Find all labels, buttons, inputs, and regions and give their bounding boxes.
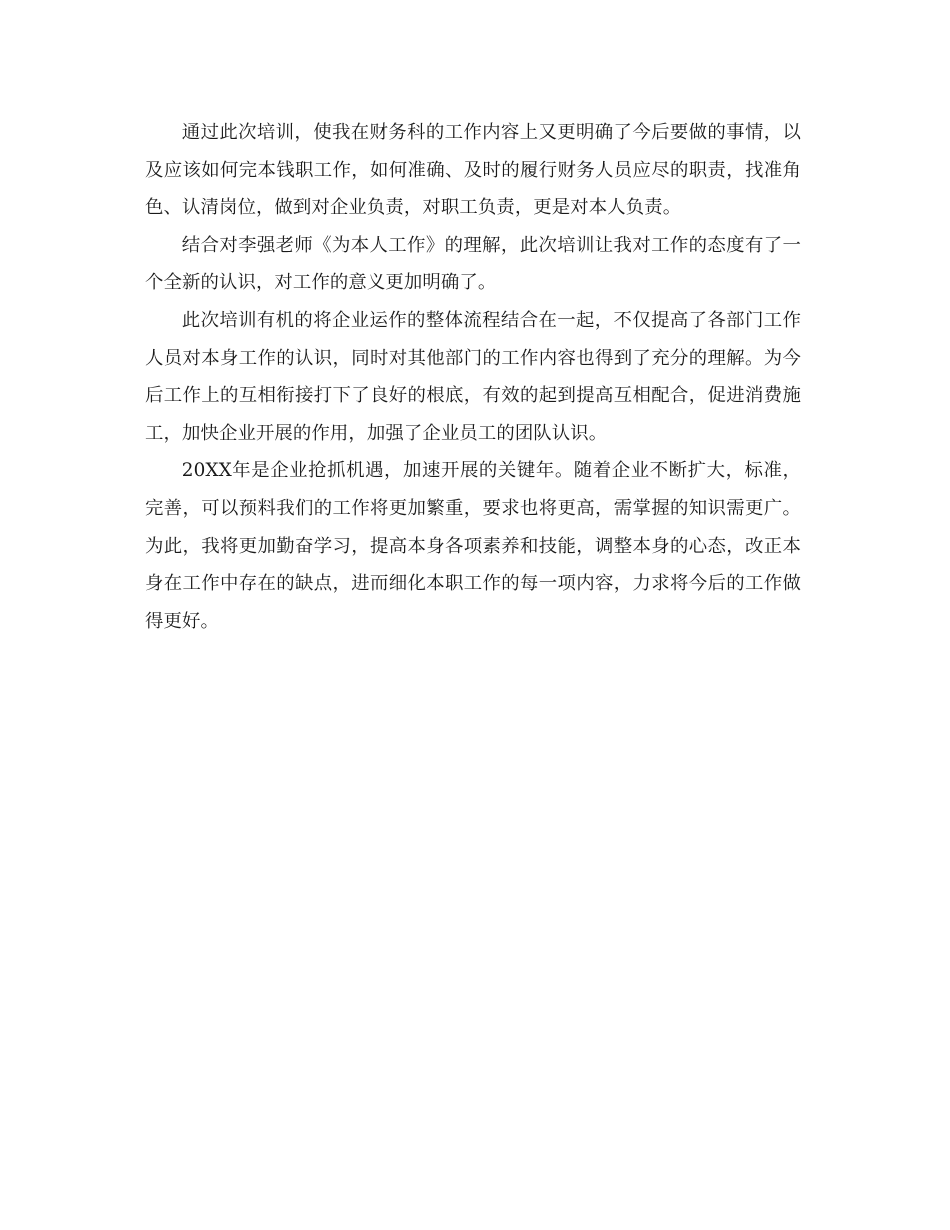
paragraph-future-plans: 20XX年是企业抢抓机遇，加速开展的关键年。随着企业不断扩大，标准，完善，可以预料我们的工作将更加繁重，要求也将更高，需掌握的知识需更广。为此，我将更加勤奋学习，提高本身各项素养和技能，调整本身的心态，改正本身在工作中存在的缺点，进而细化本职工作的每一项内容，力求将今后的工作做得更好。 [145, 460, 801, 632]
paragraph-training-goals: 通过此次培训，使我在财务科的工作内容上又更明确了今后要做的事情，以及应该如何完本钱职工作，如何准确、及时的履行财务人员应尽的职责，找准角色、认清岗位，做到对企业负责，对职工负责，更是对本人负责。 [145, 122, 801, 219]
paragraph-workflow-integration: 此次培训有机的将企业运作的整体流程结合在一起，不仅提高了各部门工作人员对本身工作的认识，同时对其他部门的工作内容也得到了充分的理解。为今后工作上的互相衔接打下了良好的根底，有效的起到提高互相配合，促进消费施工，加快企业开展的作用，加强了企业员工的团队认识。 [145, 309, 801, 444]
paragraph-work-attitude: 结合对李强老师《为本人工作》的理解，此次培训让我对工作的态度有了一个全新的认识，对工作的意义更加明确了。 [145, 234, 801, 294]
document-body [145, 114, 801, 640]
